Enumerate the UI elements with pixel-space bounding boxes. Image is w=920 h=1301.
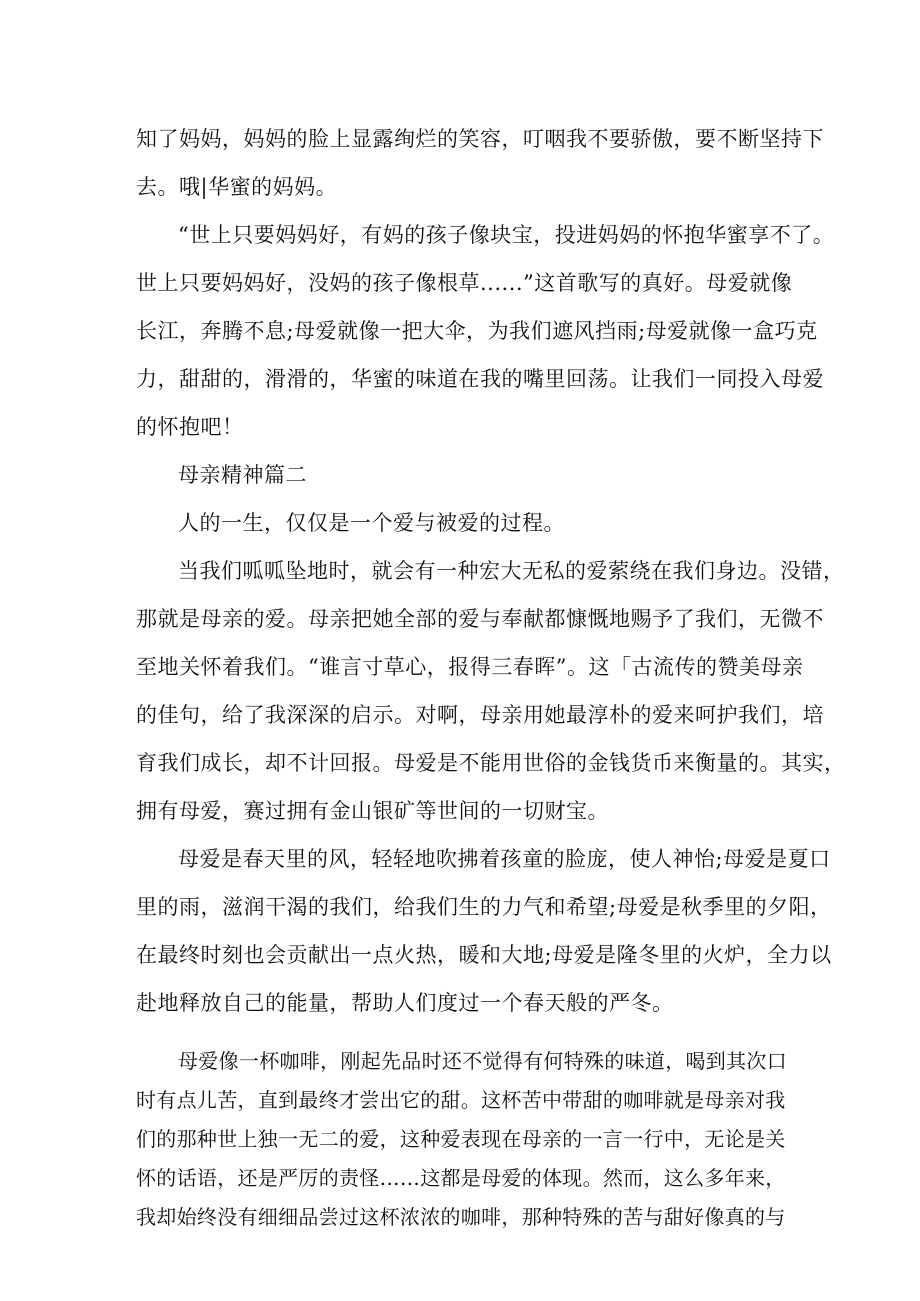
paragraph-line: 我却始终没有细细品尝过这杯浓浓的咖啡，那种特殊的苦与甜好像真的与 (136, 1205, 786, 1229)
paragraph-line: 们的那种世上独一无二的爱，这种爱表现在母亲的一言一行中，无论是关 (136, 1127, 786, 1151)
paragraph-line: 的怀抱吧！ (136, 415, 244, 439)
paragraph-line: 知了妈妈，妈妈的脸上显露绚烂的笑容，叮咽我不要骄傲，要不断坚持下 (136, 127, 824, 151)
paragraph-line: 当我们呱呱坠地时，就会有一种宏大无私的爱萦绕在我们身边。没错， (178, 559, 845, 583)
paragraph-line: 的佳句，给了我深深的启示。对啊，母亲用她最淳朴的爱来呵护我们，培 (136, 703, 824, 727)
paragraph-line: 怀的话语，还是严厉的责怪……这都是母爱的体现。然而，这么多年来， (136, 1166, 786, 1190)
paragraph-line: 人的一生，仅仅是一个爱与被爱的过程。 (178, 511, 565, 535)
paragraph-line: 育我们成长，却不计回报。母爱是不能用世俗的金钱货币来衡量的。其实， (136, 751, 846, 775)
paragraph-line: 世上只要妈妈好，没妈的孩子像根草......”这首歌写的真好。母爱就像 (136, 271, 793, 295)
paragraph-line: 赴地释放自己的能量，帮助人们度过一个春天般的严冬。 (136, 991, 674, 1015)
paragraph-line: “世上只要妈妈好，有妈的孩子像块宝，投进妈妈的怀抱华蜜享不了。 (178, 223, 835, 247)
paragraph-line: 长江，奔腾不息;母爱就像一把大伞，为我们遮风挡雨;母爱就像一盒巧克 (136, 319, 818, 343)
paragraph-line: 时有点儿苦，直到最终才尝出它的甜。这杯苦中带甜的咖啡就是母亲对我 (136, 1088, 786, 1112)
paragraph-line: 母爱是春天里的风，轻轻地吹拂着孩童的脸庞，使人神怡;母爱是夏口 (178, 847, 831, 871)
paragraph-line: 至地关怀着我们。“谁言寸草心，报得三春晖”。这「古流传的赞美母亲 (136, 655, 804, 679)
section-heading: 母亲精神篇二 (178, 463, 307, 487)
paragraph-line: 力，甜甜的，滑滑的，华蜜的味道在我的嘴里回荡。让我们一同投入母爱 (136, 367, 824, 391)
paragraph-line: 母爱像一杯咖啡，刚起先品时还不觉得有何特殊的味道，喝到其次口 (178, 1049, 787, 1073)
paragraph-line: 在最终时刻也会贡献出一点火热，暖和大地;母爱是隆冬里的火炉，全力以 (136, 943, 832, 967)
paragraph-line: 去。哦|华蜜的妈妈。 (136, 175, 338, 199)
paragraph-line: 那就是母亲的爱。母亲把她全部的爱与奉献都慷慨地赐予了我们，无微不 (136, 607, 824, 631)
paragraph-line: 拥有母爱，赛过拥有金山银矿等世间的一切财宝。 (136, 799, 609, 823)
paragraph-line: 里的雨，滋润干渴的我们，给我们生的力气和希望;母爱是秋季里的夕阳， (136, 895, 832, 919)
